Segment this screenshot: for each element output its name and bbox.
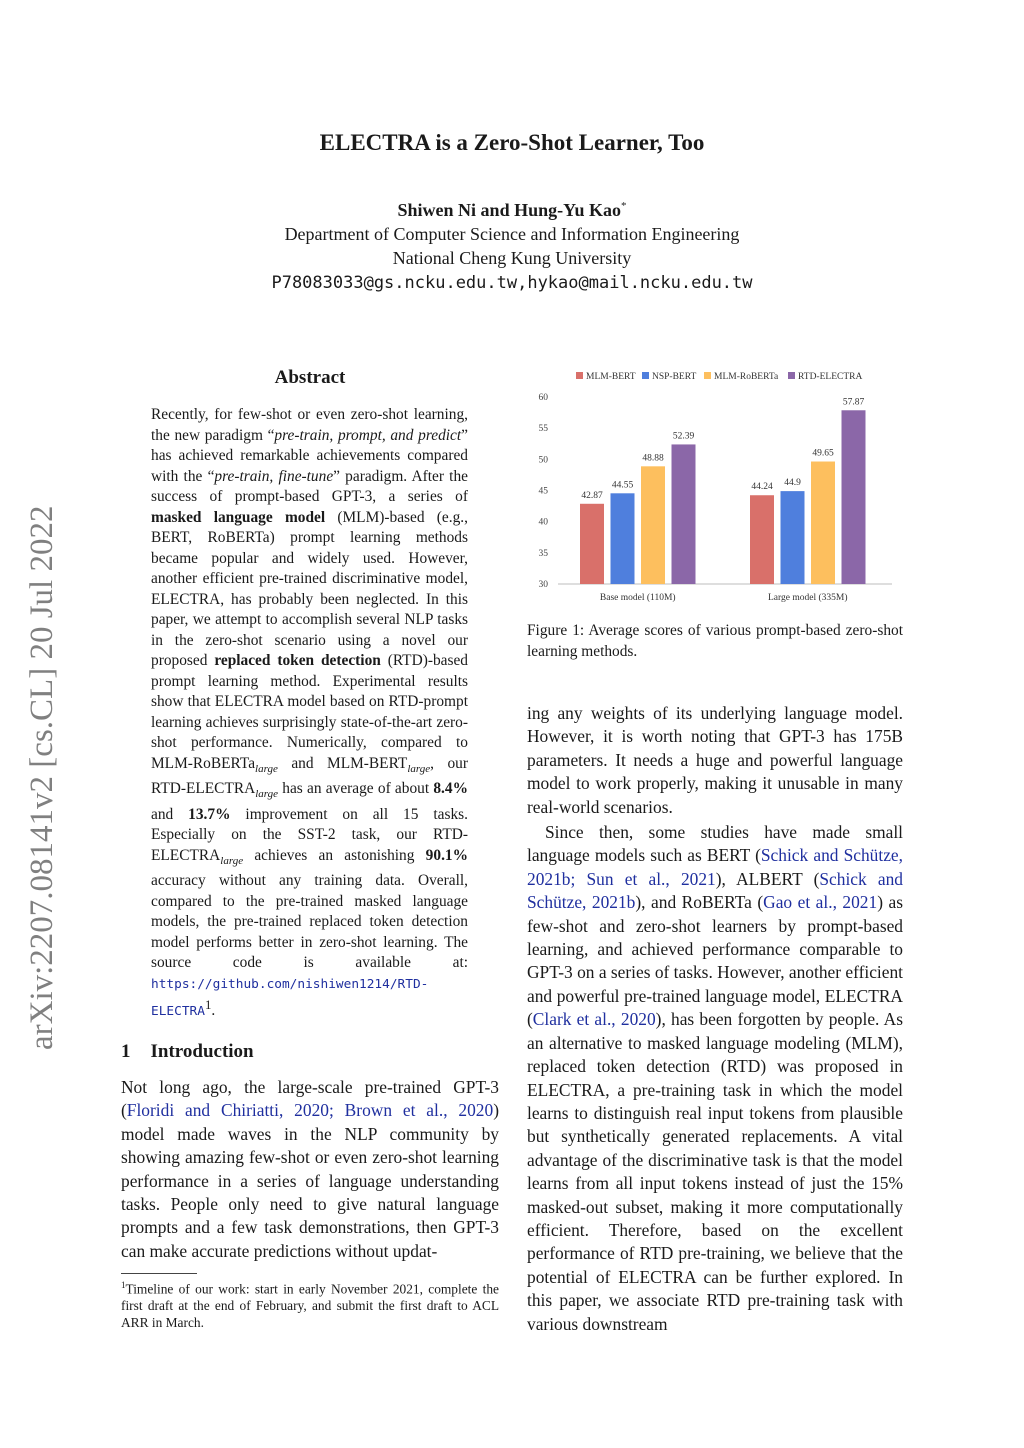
- footnote-ref[interactable]: 1: [204, 998, 212, 1013]
- right-column-text: [527, 702, 903, 1336]
- figure-caption: Figure 1: Average scores of various prompt-based zero-shot learning methods.: [527, 622, 903, 660]
- legend-item: [576, 372, 636, 382]
- legend-item: [788, 372, 862, 382]
- citation-link[interactable]: Floridi and Chiriatti, 2020: [126, 1100, 329, 1121]
- y-tick-label: 40: [538, 517, 548, 528]
- citation-link[interactable]: Gao et al., 2021: [763, 892, 878, 913]
- legend-label: MLM-RoBERTa: [714, 372, 779, 382]
- bar: [842, 410, 866, 584]
- bar: [611, 493, 635, 584]
- chart-legend: [576, 372, 862, 382]
- legend-swatch: [642, 372, 649, 379]
- affiliation-university: National Cheng Kung University: [392, 248, 632, 268]
- bar: [672, 444, 696, 584]
- x-category-label: Large model (335M): [768, 593, 848, 603]
- legend-label: NSP-BERT: [652, 372, 697, 382]
- paragraph: Since then, some studies have made small language models such as BERT (Schick and Schütze, 2021b; Sun et al., 2021), ALBERT (Schick and Schütze, 2021b), and RoBERTa (Gao et al., 2021) as few-shot and zero-shot learners by prompt-based learning, and achieved performance comparable to GPT-3 on a series of tasks. However, another efficient and powerful pre-trained language model, ELECTRA (Clark et al., 2020), has been forgotten by people. As an alternative to masked language modeling (MLM), replaced token detection (RTD) was proposed in ELECTRA, a pre-training task in which the model learns to distinguish real input tokens from plausible but synthetically generated replacements. A vital advantage of the discriminative task is that the model learns from all input tokens instead of just the 15% masked-out subset, making it more computationally efficient. Therefore, based on the excellent performance of RTD pre-training, we believe that the potential of ELECTRA can be further explored. In this paper, we associate RTD pre-training task with various downstream: [527, 822, 903, 1334]
- legend-item: [642, 372, 696, 382]
- abstract-heading: Abstract: [274, 367, 346, 388]
- bar-value-label: 44.55: [611, 480, 634, 491]
- bar-value-label: 49.65: [812, 448, 834, 459]
- chart-bars: [580, 410, 866, 584]
- authors: Shiwen Ni and Hung-Yu Kao: [397, 200, 621, 220]
- affiliation-department: Department of Computer Science and Information Engineering: [284, 224, 740, 244]
- bar-value-label: 48.88: [642, 453, 664, 464]
- bar-value-label: 42.87: [581, 490, 603, 501]
- legend-label: MLM-BERT: [586, 372, 636, 382]
- corresponding-author-mark: *: [620, 200, 627, 212]
- y-tick-label: 35: [538, 548, 548, 559]
- bar: [781, 491, 805, 584]
- section-heading-introduction: 1 Introduction: [121, 1041, 254, 1062]
- y-tick-label: 45: [538, 486, 548, 497]
- author-emails[interactable]: P78083033@gs.ncku.edu.tw,hykao@mail.ncku.edu.tw: [271, 273, 753, 293]
- y-tick-label: 60: [538, 393, 548, 403]
- y-tick-label: 55: [538, 424, 548, 435]
- legend-swatch: [576, 372, 583, 379]
- bar-value-label: 44.9: [784, 478, 801, 489]
- legend-swatch: [704, 372, 711, 379]
- bar: [641, 466, 665, 584]
- chart-x-axis: [600, 592, 848, 603]
- paper-title: ELECTRA is a Zero-Shot Learner, Too: [319, 130, 705, 155]
- bar: [811, 462, 835, 584]
- bar-value-label: 44.24: [751, 482, 773, 493]
- bar: [750, 495, 774, 584]
- legend-swatch: [788, 372, 795, 379]
- citation-link[interactable]: Clark et al., 2020: [532, 1009, 656, 1030]
- chart-y-axis: [539, 393, 549, 590]
- source-code-link[interactable]: https://github.com/nishiwen1214/RTD-ELECTRA: [151, 976, 429, 1020]
- paragraph: ing any weights of its underlying language model. However, it is worth noting that GPT-3 has 175B parameters. It needs a huge and powerful language model to work properly, making it unusable in many real-world scenarios.: [527, 703, 903, 817]
- citation-link[interactable]: Schick and Schütze, 2021b: [527, 845, 903, 889]
- citation-link[interactable]: Schick and Schütze, 2021b: [527, 868, 903, 913]
- figure-1-bar-chart: [520, 362, 900, 612]
- bar-value-label: 52.39: [672, 431, 695, 442]
- citation-link[interactable]: Sun et al., 2021: [586, 868, 716, 889]
- legend-label: RTD-ELECTRA: [798, 372, 863, 382]
- citation-link[interactable]: Brown et al., 2020: [344, 1100, 494, 1121]
- introduction-paragraph: Not long ago, the large-scale pre-trained GPT-3 (Floridi and Chiriatti, 2020; Brown et al., 2020) model made waves in the NLP community by showing amazing few-shot or even zero-shot learning performance in a series of language understanding tasks. People only need to give natural language prompts and a few task demonstrations, then GPT-3 can make accurate predictions without updat-: [121, 1077, 499, 1261]
- y-tick-label: 30: [538, 580, 548, 590]
- y-tick-label: 50: [538, 455, 548, 466]
- bar: [580, 504, 604, 584]
- legend-item: [704, 372, 779, 382]
- footnote-rule: [121, 1273, 197, 1274]
- author-line: [0, 200, 1024, 221]
- footnote: $^1$Timeline of our work: start in early November 2021, complete the first draft at the end of February, and submit the first draft to ACL ARR in March.: [121, 1280, 499, 1331]
- abstract-body: Recently, for few-shot or even zero-shot learning, the new paradigm “pre-train, prompt, and predict” has achieved remarkable achievements compared with the “pre-train, fine-tune” paradigm. After the success of prompt-based GPT-3, a series of masked language model (MLM)-based (e.g., BERT, RoBERTa) prompt learning methods became popular and widely used. However, another efficient pre-trained discriminative model, ELECTRA, has probably been neglected. In this paper, we attempt to accomplish several NLP tasks in the zero-shot scenario using a novel our proposed replaced token detection (RTD)-based prompt learning method. Experimental results show that ELECTRA model based on RTD-prompt learning achieves surprisingly state-of-the-art zero-shot performance. Numerically, compared to MLM-RoBERTa$_{large}$ and MLM-$BERT_{large}$, our RTD-$ELECTRA_{large}$ has an average of about 8.4% and 13.7% improvement on all 15 tasks. Especially on the SST-2 task, our RTD-$ELECTRA_{large}$ achieves an astonishing 90.1% accuracy without any training data. Overall, compared to the pre-trained masked language models, the pre-trained replaced token detection model performs better in zero-shot learning. The source code is available at: https://github.com/nishiwen1214/RTD-ELECTRA$^1$.: [151, 406, 468, 1020]
- bar-value-label: 57.87: [842, 397, 865, 408]
- x-category-label: Base model (110M): [599, 593, 676, 603]
- arxiv-stamp: arXiv:2207.08141v2 [cs.CL] 20 Jul 2022: [24, 505, 60, 1050]
